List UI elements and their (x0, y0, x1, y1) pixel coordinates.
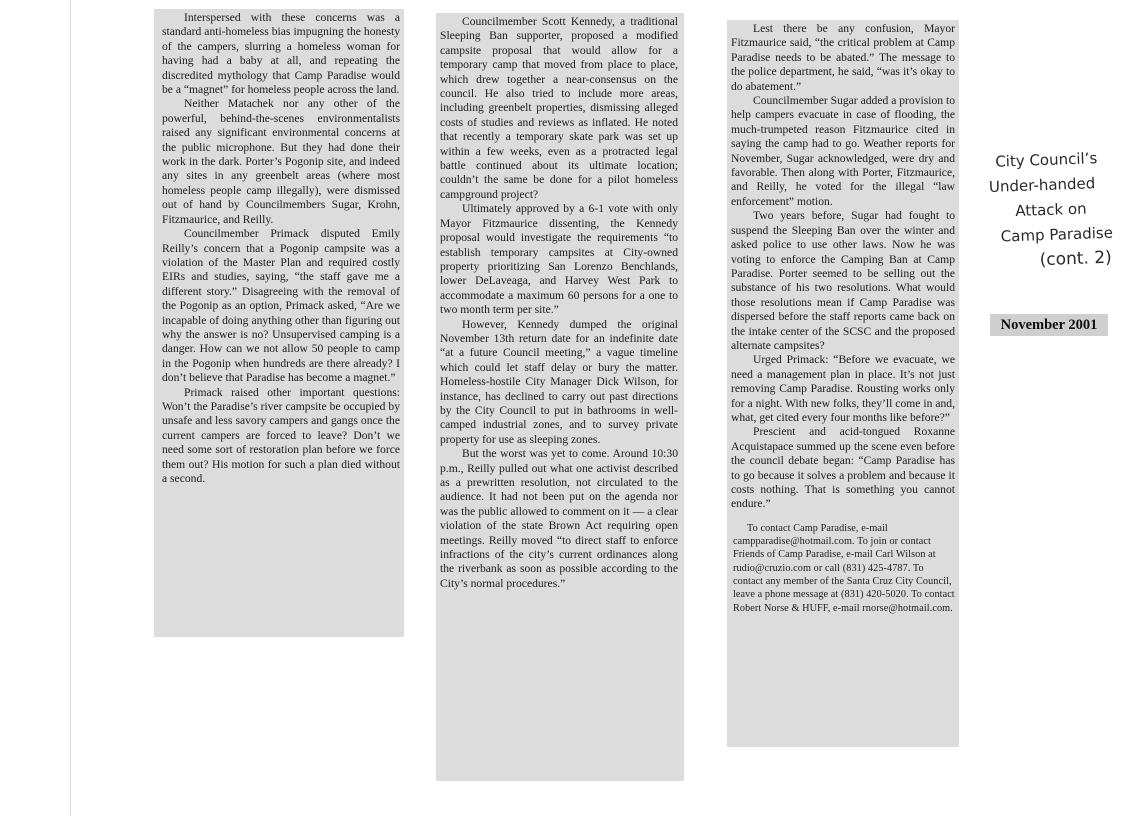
column2-paragraph-4: But the worst was yet to come. Around 10:30 p.m., Reilly pulled out what one activist described as a prewritten resolution, not circulated to the audience. It had not been put on the agenda nor was the public allowed to comment on it — a clear violation of the state Brown Act requiring open meetings. Reilly moved “to direct staff to enforce infractions of the city’s current ordinances along the riverbank as soon as possible according to the City’s normal procedures.” (440, 447, 678, 590)
article-column-3 (727, 20, 959, 747)
article-column-1 (154, 9, 404, 637)
annotation-line-4: Camp Paradise (1000, 223, 1114, 246)
annotation-line-3: Attack on (1015, 199, 1087, 221)
contact-info-block (731, 522, 955, 615)
column3-paragraph-1: Lest there be any confusion, Mayor Fitzmaurice said, “the critical problem at Camp Paradise needs to be abated.” The message to the police department, he said, “was it’s okay to do abatement.” (731, 22, 955, 93)
column2-paragraph-1: Councilmember Scott Kennedy, a traditional Sleeping Ban supporter, proposed a modified campsite proposal that would allow for a temporary camp that moved from place to place, which drew together a near-consensus on the council. He also tried to include more areas, including greenbelt properties, dismissing alleged costs of studies and reviews as inflated. He noted that recently a temporary skate park was set up within a few weeks, even as a protracted legal battle continued about its ultimate location; couldn’t the same be done for a pilot homeless campground project? (440, 15, 678, 201)
page-edge-line (70, 0, 71, 816)
annotation-line-1: City Council’s (994, 149, 1098, 171)
column1-paragraph-1: Interspersed with these concerns was a standard anti-homeless bias impugning the honesty of the campers, slurring a homeless woman for having had a baby at all, and repeating the discredited mythology that Camp Paradise would be a “magnet” for homeless people across the land. (162, 11, 400, 97)
handwritten-annotation (970, 145, 1120, 275)
annotation-line-2: Under-handed (988, 174, 1096, 196)
column3-paragraph-4: Urged Primack: “Before we evacuate, we need a management plan in place. It’s not just removing Camp Paradise. Rousting works only for a night. With new folks, they’ll come in and, what, get cited every four months like before?” (731, 353, 955, 424)
contact-info-text: To contact Camp Paradise, e-mail campparadise@hotmail.com. To join or contact Friends of Camp Paradise, e-mail Carl Wilson at rudio@cruzio.com or call (831) 425-4787. To contact any member of the Santa Cruz City Council, leave a phone message at (831) 420-5020. To contact Robert Norse & HUFF, e-mail rnorse@hotmail.com. (733, 522, 955, 614)
column3-paragraph-5: Prescient and acid-tongued Roxanne Acquistapace summed up the scene even before the council debate began: “Camp Paradise has to go because it solves a problem and because it costs nothing. That is something you cannot endure.” (731, 425, 955, 511)
column1-paragraph-3: Councilmember Primack disputed Emily Reilly’s concern that a Pogonip campsite was a violation of the Master Plan and required costly EIRs and studies, saying, “the staff gave me a different story.” Disagreeing with the removal of the Pogonip as an option, Primack asked, “Are we incapable of doing anything other than figuring out why the answer is no? Unsupervised camping is a danger. How can we not allow 50 people to camp in the Pogonip when hundreds are there already? I don’t believe that Paradise has become a magnet.” (162, 227, 400, 385)
column2-paragraph-2: Ultimately approved by a 6-1 vote with only Mayor Fitzmaurice dissenting, the Kennedy proposal would investigate the requirements “to establish temporary campsites at City-owned property prioritizing San Lorenzo Benchlands, lower DeLaveaga, and Harvey West Park to accommodate a maximum 60 persons for a one to two month term per site.” (440, 202, 678, 317)
column1-paragraph-4: Primack raised other important questions: Won’t the Paradise’s river campsite be occupied by unsafe and less savory campers and gangs once the current campers are forced to leave? Don’t we need some sort of restoration plan before we force them out? His motion for such a plan died without a second. (162, 385, 400, 485)
column3-paragraph-2: Councilmember Sugar added a provision to help campers evacuate in case of flooding, the much-trumpeted reason Fitzmaurice cited in saying the camp had to go. Weather reports for November, Sugar acknowledged, were dry and favorable. Then along with Porter, Fitzmaurice, and Reilly, he voted for the illegal “law enforcement” motion. (731, 94, 955, 208)
column2-paragraph-3: However, Kennedy dumped the original November 13th return date for an indefinite date “at a future Council meeting,” a vague timeline which could let staff delay or bury the matter. Homeless-hostile City Manager Dick Wilson, for instance, has declined to carry out past directions by the City Council to put in bathrooms in well-camped industrial zones, and to survey private property for use as sleeping zones. (440, 317, 678, 446)
article-column-2 (436, 13, 684, 781)
column1-paragraph-2: Neither Matachek nor any other of the powerful, behind-the-scenes environmentalists raised any significant environmental concerns at the public microphone. But they had done their work in the dark. Porter’s Pogonip site, and indeed any sites in any greenbelt areas (where most homeless people camp illegally), were dismissed out of hand by Councilmembers Sugar, Krohn, Fitzmaurice, and Reilly. (162, 97, 400, 226)
annotation-line-5: (cont. 2) (1039, 247, 1113, 271)
date-label: November 2001 (990, 314, 1108, 336)
column3-paragraph-3: Two years before, Sugar had fought to suspend the Sleeping Ban over the winter and asked police to use other laws. Now he was voting to enforce the Camping Ban at Camp Paradise. Porter seemed to be selling out the substance of his two resolutions. What would those resolutions mean if Camp Paradise was dispersed before the staff reports came back on the intake center of the SCSC and the proposed alternate campsites? (731, 209, 955, 352)
